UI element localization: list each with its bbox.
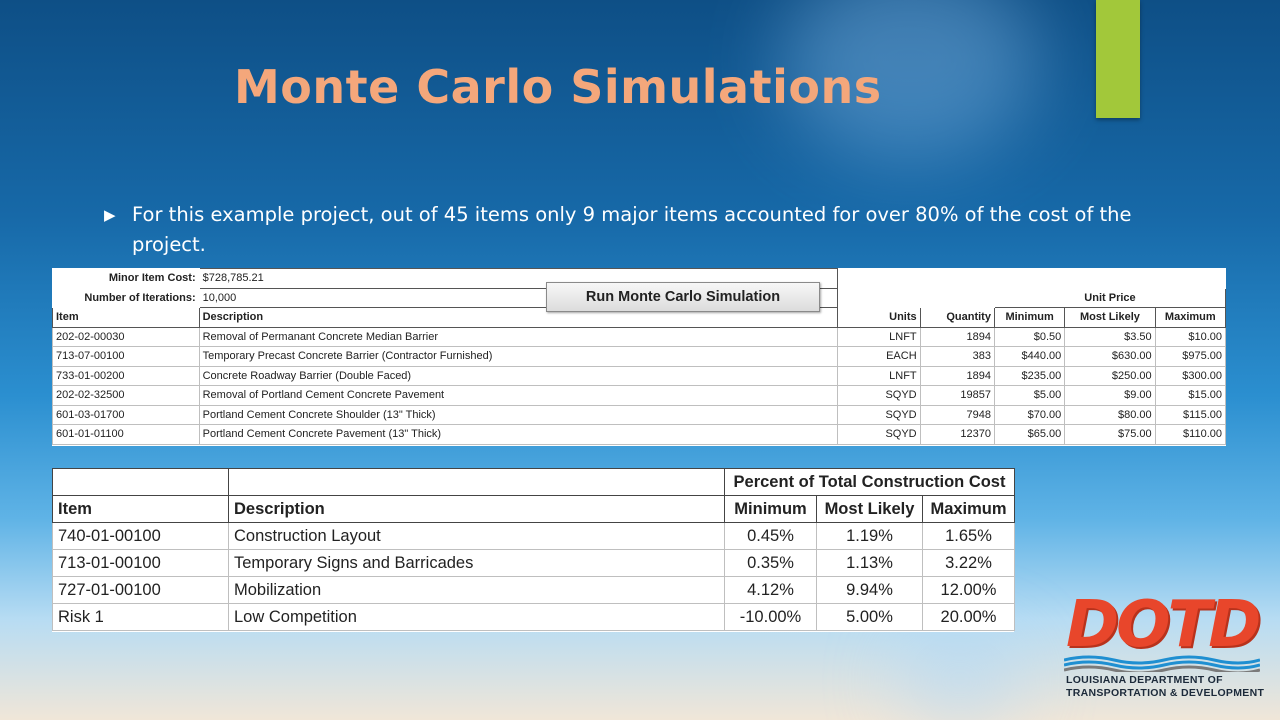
table-row <box>53 366 1226 386</box>
most-likely-cell[interactable]: 1.13% <box>817 550 923 577</box>
bullet-arrow-icon: ▶ <box>104 206 116 224</box>
maximum-cell[interactable]: $975.00 <box>1155 347 1225 367</box>
maximum-cell[interactable]: $10.00 <box>1155 327 1225 347</box>
col-units-header: Units <box>838 308 920 328</box>
percent-cost-header: Percent of Total Construction Cost <box>725 469 1015 496</box>
item-cell[interactable]: 713-07-00100 <box>53 347 200 367</box>
table-row <box>53 405 1226 425</box>
most-likely-cell[interactable]: $9.00 <box>1065 386 1155 406</box>
col-minimum-header: Minimum <box>725 496 817 523</box>
item-cost-spreadsheet <box>52 268 1226 446</box>
minimum-cell[interactable]: $70.00 <box>994 405 1064 425</box>
iterations-cell[interactable]: 10,000 <box>199 288 838 308</box>
bullet-text: For this example project, out of 45 items only 9 major items accounted for over 80% of the cost of the project. <box>132 203 1132 256</box>
minimum-cell[interactable]: $65.00 <box>994 425 1064 445</box>
maximum-cell[interactable]: 12.00% <box>923 577 1015 604</box>
description-cell[interactable]: Temporary Precast Concrete Barrier (Contractor Furnished) <box>199 347 838 367</box>
most-likely-cell[interactable]: 5.00% <box>817 604 923 631</box>
most-likely-cell[interactable]: $630.00 <box>1065 347 1155 367</box>
minimum-cell[interactable]: $235.00 <box>994 366 1064 386</box>
minor-item-cost-label: Minor Item Cost: <box>53 269 200 289</box>
col-maximum-header: Maximum <box>1155 308 1225 328</box>
group-header-row <box>53 469 1015 496</box>
description-cell[interactable]: Construction Layout <box>229 523 725 550</box>
units-cell[interactable]: LNFT <box>838 327 920 347</box>
minimum-cell[interactable]: $440.00 <box>994 347 1064 367</box>
slide-title: Monte Carlo Simulations <box>234 60 882 114</box>
most-likely-cell[interactable]: 9.94% <box>817 577 923 604</box>
empty-cell <box>53 469 229 496</box>
table-row <box>53 327 1226 347</box>
table-row <box>53 577 1015 604</box>
logo-line-2: TRANSPORTATION & DEVELOPMENT <box>1066 687 1265 699</box>
table-row <box>53 386 1226 406</box>
quantity-cell[interactable]: 383 <box>920 347 994 367</box>
description-cell[interactable]: Concrete Roadway Barrier (Double Faced) <box>199 366 838 386</box>
item-cell[interactable]: 727-01-00100 <box>53 577 229 604</box>
description-cell[interactable]: Low Competition <box>229 604 725 631</box>
most-likely-cell[interactable]: $75.00 <box>1065 425 1155 445</box>
header-row <box>53 496 1015 523</box>
table-row <box>53 523 1015 550</box>
col-description-header: Description <box>229 496 725 523</box>
quantity-cell[interactable]: 19857 <box>920 386 994 406</box>
col-item-header: Item <box>53 496 229 523</box>
item-cell[interactable]: 601-01-01100 <box>53 425 200 445</box>
table-row <box>53 347 1226 367</box>
description-cell[interactable]: Portland Cement Concrete Shoulder (13" Thick) <box>199 405 838 425</box>
logo-subtitle <box>1066 674 1266 700</box>
col-quantity-header: Quantity <box>920 308 994 328</box>
dotd-logo <box>1058 590 1268 708</box>
description-cell[interactable]: Mobilization <box>229 577 725 604</box>
empty-cell <box>229 469 725 496</box>
most-likely-cell[interactable]: 1.19% <box>817 523 923 550</box>
description-cell[interactable]: Removal of Portland Cement Concrete Pavement <box>199 386 838 406</box>
col-description-header: Description <box>199 308 838 328</box>
col-maximum-header: Maximum <box>923 496 1015 523</box>
minor-item-cost-cell[interactable]: $728,785.21 <box>199 269 838 289</box>
empty-cell <box>838 269 1226 289</box>
accent-bar <box>1096 0 1140 118</box>
item-cell[interactable]: 740-01-00100 <box>53 523 229 550</box>
empty-cell <box>838 288 995 308</box>
maximum-cell[interactable]: $15.00 <box>1155 386 1225 406</box>
maximum-cell[interactable]: 20.00% <box>923 604 1015 631</box>
col-most-likely-header: Most Likely <box>817 496 923 523</box>
item-cell[interactable]: 202-02-32500 <box>53 386 200 406</box>
quantity-cell[interactable]: 12370 <box>920 425 994 445</box>
item-cell[interactable]: Risk 1 <box>53 604 229 631</box>
minimum-cell[interactable]: $0.50 <box>994 327 1064 347</box>
logo-wordmark: DOTD <box>1066 588 1259 662</box>
quantity-cell[interactable]: 7948 <box>920 405 994 425</box>
col-most-likely-header: Most Likely <box>1065 308 1155 328</box>
quantity-cell[interactable]: 1894 <box>920 366 994 386</box>
maximum-cell[interactable]: 1.65% <box>923 523 1015 550</box>
col-minimum-header: Minimum <box>994 308 1064 328</box>
maximum-cell[interactable]: $300.00 <box>1155 366 1225 386</box>
logo-line-1: LOUISIANA DEPARTMENT OF <box>1066 674 1223 686</box>
bullet-point <box>104 200 1204 260</box>
item-cell[interactable]: 601-03-01700 <box>53 405 200 425</box>
most-likely-cell[interactable]: $80.00 <box>1065 405 1155 425</box>
units-cell[interactable]: EACH <box>838 347 920 367</box>
most-likely-cell[interactable]: $250.00 <box>1065 366 1155 386</box>
most-likely-cell[interactable]: $3.50 <box>1065 327 1155 347</box>
quantity-cell[interactable]: 1894 <box>920 327 994 347</box>
description-cell[interactable]: Portland Cement Concrete Pavement (13" Thick) <box>199 425 838 445</box>
minimum-cell[interactable]: 0.35% <box>725 550 817 577</box>
description-cell[interactable]: Temporary Signs and Barricades <box>229 550 725 577</box>
table-row <box>53 425 1226 445</box>
col-item-header: Item <box>53 308 200 328</box>
minimum-cell[interactable]: 0.45% <box>725 523 817 550</box>
run-simulation-button[interactable]: Run Monte Carlo Simulation <box>546 282 820 312</box>
item-cell[interactable]: 713-01-00100 <box>53 550 229 577</box>
table-row <box>53 604 1015 631</box>
maximum-cell[interactable]: 3.22% <box>923 550 1015 577</box>
iterations-label: Number of Iterations: <box>53 288 200 308</box>
item-cell[interactable]: 733-01-00200 <box>53 366 200 386</box>
minimum-cell[interactable]: $5.00 <box>994 386 1064 406</box>
minimum-cell[interactable]: 4.12% <box>725 577 817 604</box>
background-glow <box>900 640 1020 720</box>
table-row <box>53 550 1015 577</box>
unit-price-header: Unit Price <box>994 288 1225 308</box>
units-cell[interactable]: SQYD <box>838 386 920 406</box>
minimum-cell[interactable]: -10.00% <box>725 604 817 631</box>
maximum-cell[interactable]: $110.00 <box>1155 425 1225 445</box>
item-cell[interactable]: 202-02-00030 <box>53 327 200 347</box>
description-cell[interactable]: Removal of Permanant Concrete Median Barrier <box>199 327 838 347</box>
units-cell[interactable]: LNFT <box>838 366 920 386</box>
logo-waves-icon <box>1064 654 1260 672</box>
units-cell[interactable]: SQYD <box>838 405 920 425</box>
units-cell[interactable]: SQYD <box>838 425 920 445</box>
maximum-cell[interactable]: $115.00 <box>1155 405 1225 425</box>
percent-cost-spreadsheet <box>52 468 1014 632</box>
